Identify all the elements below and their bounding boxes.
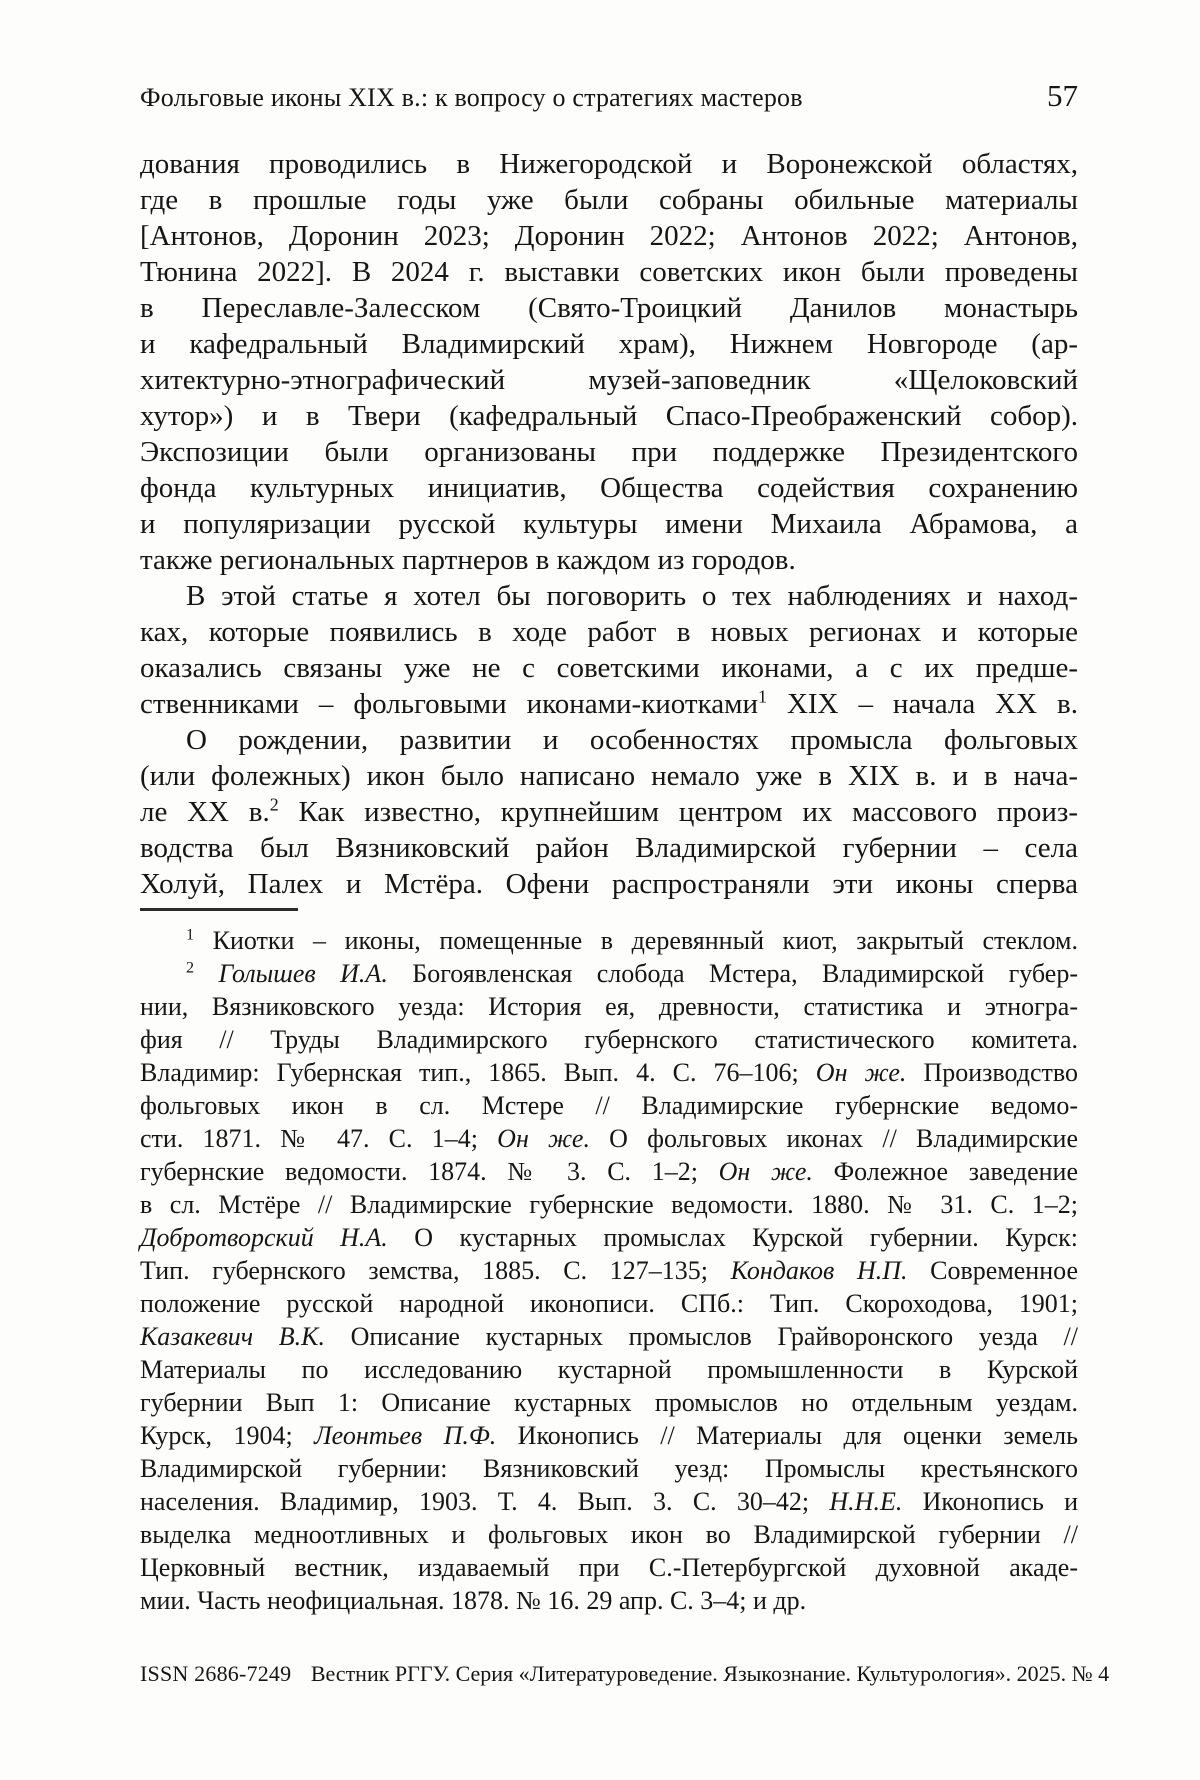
footnote-line: положение русской народной иконописи. СПб.: Тип. Скороходова, 1901;	[140, 1289, 1078, 1318]
italic-author-name: Кондаков Н.П.	[730, 1256, 908, 1285]
footnote-line: Тип. губернского земства, 1885. С. 127–135; Кондаков Н.П. Современное	[140, 1256, 1078, 1285]
italic-author-name: Добротворский Н.А.	[140, 1223, 388, 1252]
footnote-line: населения. Владимир, 1903. Т. 4. Вып. 3. С. 30–42; Н.Н.Е. Иконопись и	[140, 1487, 1078, 1516]
body-text-line: [Антонов, Доронин 2023; Доронин 2022; Антонов 2022; Антонов,	[140, 220, 1078, 252]
footnote-line: нии, Вязниковского уезда: История ея, древности, статистика и этногра-	[140, 992, 1078, 1021]
body-text-line: также региональных партнеров в каждом из городов.	[140, 544, 796, 576]
footnote-line: мии. Часть неофициальная. 1878. № 16. 29 апр. С. 3–4; и др.	[140, 1586, 807, 1615]
italic-author-name: Он же.	[718, 1157, 813, 1186]
body-text-line: ственниками – фольговыми иконами-киотками$^1$ XIX – начала XX в.	[140, 686, 1078, 720]
running-header	[140, 80, 1078, 114]
article-body	[140, 146, 1078, 902]
body-text-line: и популяризации русской культуры имени Михаила Абрамова, а	[140, 508, 1078, 540]
page-footer	[140, 1660, 1110, 1688]
footnote-line: Материалы по исследованию кустарной промышленности в Курской	[140, 1355, 1078, 1384]
body-text-line: дования проводились в Нижегородской и Воронежской областях,	[140, 148, 1078, 180]
italic-author-name: Н.Н.Е.	[829, 1487, 903, 1516]
body-text-line: оказались связаны уже не с советскими иконами, а с их предше-	[140, 652, 1078, 684]
footnote-separator-rule	[140, 908, 298, 911]
italic-author-name: Казакевич В.К.	[140, 1322, 325, 1351]
footnote-line: Церковный вестник, издаваемый при С.-Петербургской духовной акаде-	[140, 1553, 1078, 1582]
body-text-line: Тюнина 2022]. В 2024 г. выставки советских икон были проведены	[140, 256, 1078, 288]
body-text-line: водства был Вязниковский район Владимирской губернии – села	[140, 832, 1078, 864]
footnote-line: Казакевич В.К. Описание кустарных промыслов Грайворонского уезда //	[140, 1322, 1078, 1351]
body-text-line: Холуй, Палех и Мстёра. Офени распространяли эти иконы сперва	[140, 868, 1078, 900]
body-text-line: и кафедральный Владимирский храм), Нижнем Новгороде (ар-	[140, 328, 1078, 360]
body-text-line: в Переславле-Залесском (Свято-Троицкий Данилов монастырь	[140, 292, 1078, 324]
page-number: 57	[1047, 78, 1078, 113]
footnote-line: Владимир: Губернская тип., 1865. Вып. 4. С. 76–106; Он же. Производство	[140, 1058, 1078, 1087]
footnote-marker: 2	[186, 959, 195, 977]
footnote-line: в сл. Мстёре // Владимирские губернские ведомости. 1880. № 31. С. 1–2;	[140, 1190, 1078, 1219]
body-text-line: ках, которые появились в ходе работ в новых регионах и которые	[140, 616, 1078, 648]
body-text-line: где в прошлые годы уже были собраны обильные материалы	[140, 184, 1078, 216]
footnote-line: Курск, 1904; Леонтьев П.Ф. Иконопись // Материалы для оценки земель	[140, 1421, 1078, 1450]
footnote-line: губернии Вып 1: Описание кустарных промыслов но отдельным уездам.	[140, 1388, 1078, 1417]
body-text-line: фонда культурных инициатив, Общества содействия сохранению	[140, 472, 1078, 504]
footnote-line: Добротворский Н.А. О кустарных промыслах Курской губернии. Курск:	[140, 1223, 1078, 1252]
footnote-marker: 1	[186, 926, 195, 944]
footnote-marker: 1	[757, 686, 767, 707]
footer-citation: Вестник РГГУ. Серия «Литературоведение. Языкознание. Культурология». 2025. № 4	[310, 1661, 1110, 1686]
footnote-line: губернские ведомости. 1874. № 3. С. 1–2; Он же. Фолежное заведение	[140, 1157, 1079, 1186]
italic-author-name: Он же.	[497, 1124, 590, 1153]
body-text-line: хитектурно-этнографический музей-заповедник «Щелоковский	[140, 364, 1078, 396]
footnote-line: Владимирской губернии: Вязниковский уезд: Промыслы крестьянского	[140, 1454, 1078, 1483]
footnote-line: фия // Труды Владимирского губернского статистического комитета.	[140, 1025, 1078, 1054]
body-text-line: хутор») и в Твери (кафедральный Спасо-Преображенский собор).	[140, 400, 1078, 432]
running-title: Фольговые иконы XIX в.: к вопросу о стратегиях мастеров	[140, 83, 803, 112]
footnotes-block	[140, 924, 1078, 1617]
footer-issn: ISSN 2686-7249	[140, 1661, 292, 1686]
body-text-line: ле XX в.$^2$ Как известно, крупнейшим центром их массового произ-	[140, 794, 1079, 828]
body-text-line: Экспозиции были организованы при поддержке Президентского	[140, 436, 1078, 468]
body-text-line: В этой статье я хотел бы поговорить о тех наблюдениях и наход-	[186, 580, 1078, 612]
footnote-line: фольговых икон в сл. Мстере // Владимирские губернские ведомо-	[140, 1091, 1078, 1120]
body-text-line: О рождении, развитии и особенностях промысла фольговых	[186, 724, 1078, 756]
footnote-line: $^2$ Голышев И.А. Богоявленская слобода Мстера, Владимирской губер-	[186, 959, 1079, 988]
italic-author-name: Он же.	[815, 1058, 907, 1087]
footnote-marker: 2	[269, 794, 279, 815]
footnote-line: сти. 1871. № 47. С. 1–4; Он же. О фольговых иконах // Владимирские	[140, 1124, 1078, 1153]
italic-author-name: Леонтьев П.Ф.	[314, 1421, 497, 1450]
footnote-line: $^1$ Киотки – иконы, помещенные в деревянный киот, закрытый стеклом.	[186, 926, 1078, 955]
italic-author-name: Голышев И.А.	[218, 959, 388, 988]
body-text-line: (или фолежных) икон было написано немало уже в XIX в. и в нача-	[140, 760, 1078, 792]
footnote-line: выделка медноотливных и фольговых икон во Владимирской губернии //	[140, 1520, 1078, 1549]
